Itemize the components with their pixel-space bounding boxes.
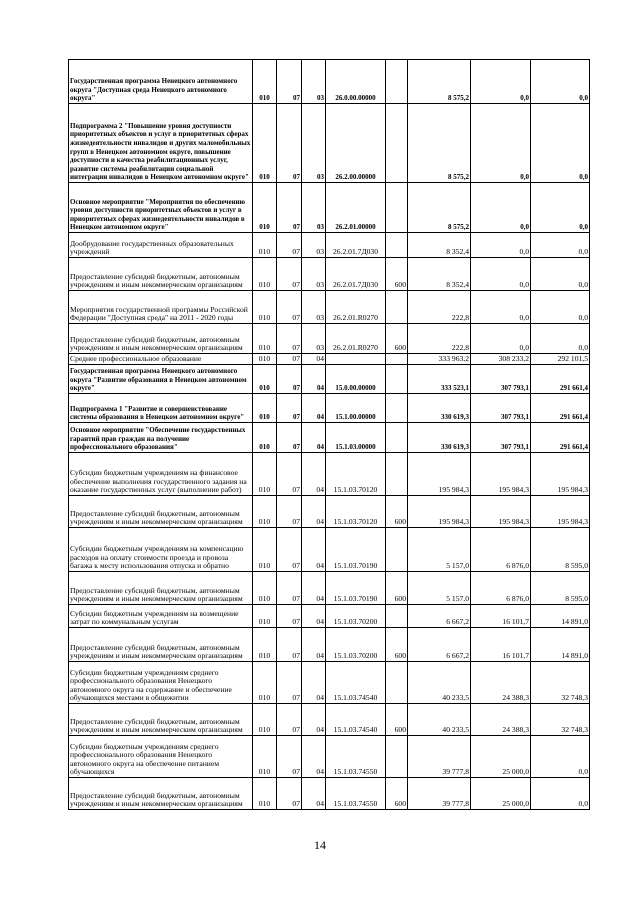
expense-type — [386, 365, 408, 394]
target-article: 15.1.03.70190 — [326, 528, 386, 572]
section-code: 07 — [277, 496, 302, 528]
table-row — [69, 324, 590, 354]
target-article: 15.1.03.70200 — [326, 628, 386, 662]
row-name: Государственная программа Ненецкого автономного округа "Развитие образования в Ненецком автономном округе" — [69, 365, 253, 394]
target-article: 26.2.01.R0270 — [326, 324, 386, 354]
expense-type: 600 — [386, 572, 408, 605]
amount-year-3: 14 891,0 — [531, 605, 590, 628]
page-number: 14 — [314, 838, 326, 852]
admin-code: 010 — [253, 605, 277, 628]
admin-code: 010 — [253, 324, 277, 354]
amount-year-3: 0,0 — [531, 183, 590, 233]
table-row — [69, 628, 590, 662]
expense-type — [386, 104, 408, 183]
admin-code: 010 — [253, 183, 277, 233]
admin-code: 010 — [253, 365, 277, 394]
amount-year-3: 8 595,0 — [531, 528, 590, 572]
amount-year-2: 25 000,0 — [471, 778, 531, 810]
subsection-code: 04 — [302, 662, 326, 704]
amount-year-2: 308 233,2 — [471, 354, 531, 365]
amount-year-2: 307 793,1 — [471, 394, 531, 423]
admin-code: 010 — [253, 572, 277, 605]
amount-year-2: 0,0 — [471, 183, 531, 233]
amount-year-3: 32 748,3 — [531, 704, 590, 736]
subsection-code: 04 — [302, 354, 326, 365]
target-article: 26.2.00.00000 — [326, 104, 386, 183]
table-row — [69, 453, 590, 496]
amount-year-2: 0,0 — [471, 258, 531, 291]
row-name: Основное мероприятие "Мероприятия по обеспечению уровня доступности приоритетных объектов и услуг в приоритетных сферах жизнедеятельности инвалидов в Ненецком автономном округе" — [69, 183, 253, 233]
table-row — [69, 736, 590, 778]
expense-type — [386, 354, 408, 365]
amount-year-3: 291 661,4 — [531, 365, 590, 394]
table-row — [69, 354, 590, 365]
subsection-code: 03 — [302, 324, 326, 354]
amount-year-3: 0,0 — [531, 258, 590, 291]
row-name: Мероприятия государственной программы Российской Федерации "Доступная среда" на 2011 - 2020 годы — [69, 291, 253, 324]
amount-year-3: 14 891,0 — [531, 628, 590, 662]
section-code: 07 — [277, 572, 302, 605]
expense-type — [386, 394, 408, 423]
subsection-code: 04 — [302, 496, 326, 528]
amount-year-1: 5 157,0 — [408, 572, 471, 605]
admin-code: 010 — [253, 778, 277, 810]
section-code: 07 — [277, 183, 302, 233]
row-name: Субсидии бюджетным учреждениям на компенсацию расходов на оплату стоимости проезда и провоза багажа к месту использования отпуска и обратно — [69, 528, 253, 572]
section-code: 07 — [277, 104, 302, 183]
expense-type — [386, 183, 408, 233]
target-article: 26.2.01.7Д030 — [326, 258, 386, 291]
section-code: 07 — [277, 778, 302, 810]
subsection-code: 04 — [302, 423, 326, 453]
admin-code: 010 — [253, 60, 277, 104]
admin-code: 010 — [253, 628, 277, 662]
table-row — [69, 605, 590, 628]
admin-code: 010 — [253, 104, 277, 183]
amount-year-3: 195 984,3 — [531, 496, 590, 528]
section-code: 07 — [277, 60, 302, 104]
target-article: 15.1.03.74540 — [326, 662, 386, 704]
expense-type — [386, 736, 408, 778]
amount-year-2: 0,0 — [471, 104, 531, 183]
section-code: 07 — [277, 394, 302, 423]
subsection-code: 04 — [302, 365, 326, 394]
admin-code: 010 — [253, 354, 277, 365]
amount-year-2: 195 984,3 — [471, 496, 531, 528]
admin-code: 010 — [253, 258, 277, 291]
amount-year-2: 0,0 — [471, 291, 531, 324]
target-article: 15.1.03.74550 — [326, 736, 386, 778]
section-code: 07 — [277, 628, 302, 662]
subsection-code: 03 — [302, 258, 326, 291]
amount-year-1: 330 619,3 — [408, 423, 471, 453]
amount-year-3: 0,0 — [531, 291, 590, 324]
amount-year-1: 8 352,4 — [408, 258, 471, 291]
subsection-code: 04 — [302, 528, 326, 572]
table-row — [69, 104, 590, 183]
subsection-code: 03 — [302, 291, 326, 324]
amount-year-3: 0,0 — [531, 104, 590, 183]
row-name: Субсидии бюджетным учреждениям на финансовое обеспечение выполнения государственного задания на оказание государственных услуг (выполнение работ) — [69, 453, 253, 496]
table-row — [69, 423, 590, 453]
table-row — [69, 572, 590, 605]
row-name: Субсидии бюджетным учреждениям на возмещение затрат по коммунальным услугам — [69, 605, 253, 628]
amount-year-3: 32 748,3 — [531, 662, 590, 704]
row-name: Дообрудование государственных образовательных учреждений — [69, 233, 253, 258]
section-code: 07 — [277, 528, 302, 572]
expense-type: 600 — [386, 778, 408, 810]
amount-year-1: 39 777,8 — [408, 736, 471, 778]
target-article: 26.0.00.00000 — [326, 60, 386, 104]
amount-year-1: 40 233,5 — [408, 662, 471, 704]
amount-year-3: 292 101,5 — [531, 354, 590, 365]
amount-year-3: 0,0 — [531, 778, 590, 810]
amount-year-1: 6 667,2 — [408, 605, 471, 628]
row-name: Основное мероприятие "Обеспечение государственных гарантий прав граждан на получение профессионального образования" — [69, 423, 253, 453]
amount-year-1: 195 984,3 — [408, 453, 471, 496]
table-row — [69, 662, 590, 704]
amount-year-1: 195 984,3 — [408, 496, 471, 528]
row-name: Подпрограмма 2 "Повышение уровня доступности приоритетных объектов и услуг в приоритетных сферах жизнедеятельности инвалидов и других маломобильных групп в Ненецком автономном округе, повышение доступности и качества реабилитационных услуг, развитие системы реабилитации социальной интеграции инвалидов в Ненецком автономном округе" — [69, 104, 253, 183]
table-row — [69, 496, 590, 528]
amount-year-3: 0,0 — [531, 233, 590, 258]
section-code: 07 — [277, 423, 302, 453]
admin-code: 010 — [253, 496, 277, 528]
table-row — [69, 183, 590, 233]
target-article: 15.1.03.70120 — [326, 453, 386, 496]
table-row — [69, 704, 590, 736]
expense-type: 600 — [386, 704, 408, 736]
expense-type — [386, 453, 408, 496]
amount-year-2: 0,0 — [471, 324, 531, 354]
amount-year-1: 5 157,0 — [408, 528, 471, 572]
row-name: Предоставление субсидий бюджетным, автономным учреждениям и иным некоммерческим организациям — [69, 628, 253, 662]
admin-code: 010 — [253, 704, 277, 736]
table-row — [69, 365, 590, 394]
amount-year-2: 25 000,0 — [471, 736, 531, 778]
row-name: Государственная программа Ненецкого автономного округа "Доступная среда Ненецкого автономного округа" — [69, 60, 253, 104]
row-name: Предоставление субсидий бюджетным, автономным учреждениям и иным некоммерческим организациям — [69, 258, 253, 291]
amount-year-1: 333 523,1 — [408, 365, 471, 394]
amount-year-1: 222,8 — [408, 324, 471, 354]
section-code: 07 — [277, 291, 302, 324]
amount-year-2: 16 101,7 — [471, 605, 531, 628]
amount-year-3: 0,0 — [531, 736, 590, 778]
section-code: 07 — [277, 704, 302, 736]
amount-year-1: 8 575,2 — [408, 183, 471, 233]
expense-type: 600 — [386, 258, 408, 291]
expense-type — [386, 423, 408, 453]
subsection-code: 04 — [302, 572, 326, 605]
amount-year-2: 16 101,7 — [471, 628, 531, 662]
row-name: Предоставление субсидий бюджетным, автономным учреждениям и иным некоммерческим организациям — [69, 778, 253, 810]
expense-type — [386, 60, 408, 104]
row-name: Среднее профессиональное образование — [69, 354, 253, 365]
section-code: 07 — [277, 258, 302, 291]
amount-year-1: 222,8 — [408, 291, 471, 324]
amount-year-2: 0,0 — [471, 60, 531, 104]
target-article: 15.0.00.00000 — [326, 365, 386, 394]
section-code: 07 — [277, 354, 302, 365]
row-name: Предоставление субсидий бюджетным, автономным учреждениям и иным некоммерческим организациям — [69, 572, 253, 605]
section-code: 07 — [277, 453, 302, 496]
admin-code: 010 — [253, 453, 277, 496]
expense-type — [386, 233, 408, 258]
amount-year-3: 8 595,0 — [531, 572, 590, 605]
row-name: Предоставление субсидий бюджетным, автономным учреждениям и иным некоммерческим организациям — [69, 704, 253, 736]
target-article: 26.2.01.7Д030 — [326, 233, 386, 258]
expense-type — [386, 605, 408, 628]
amount-year-3: 291 661,4 — [531, 394, 590, 423]
amount-year-1: 8 575,2 — [408, 104, 471, 183]
amount-year-1: 8 575,2 — [408, 60, 471, 104]
subsection-code: 04 — [302, 394, 326, 423]
expense-type: 600 — [386, 496, 408, 528]
table-row — [69, 258, 590, 291]
subsection-code: 04 — [302, 628, 326, 662]
amount-year-1: 330 619,3 — [408, 394, 471, 423]
expense-type — [386, 662, 408, 704]
table-row — [69, 528, 590, 572]
table-row — [69, 394, 590, 423]
subsection-code: 03 — [302, 183, 326, 233]
table-row — [69, 233, 590, 258]
amount-year-1: 39 777,8 — [408, 778, 471, 810]
subsection-code: 04 — [302, 605, 326, 628]
subsection-code: 03 — [302, 104, 326, 183]
amount-year-1: 8 352,4 — [408, 233, 471, 258]
subsection-code: 04 — [302, 736, 326, 778]
row-name: Предоставление субсидий бюджетным, автономным учреждениям и иным некоммерческим организациям — [69, 324, 253, 354]
target-article: 26.2.01.00000 — [326, 183, 386, 233]
row-name: Субсидии бюджетным учреждениям среднего профессионального образования Ненецкого автономного округа на обеспечение питанием обучающихся — [69, 736, 253, 778]
subsection-code: 04 — [302, 704, 326, 736]
target-article: 15.1.03.00000 — [326, 423, 386, 453]
budget-table — [68, 59, 590, 810]
section-code: 07 — [277, 233, 302, 258]
amount-year-2: 0,0 — [471, 233, 531, 258]
row-name: Субсидии бюджетным учреждениям среднего профессионального образования Ненецкого автономного округа на содержание и обеспечение обучающихся местами в общежитии — [69, 662, 253, 704]
table-row — [69, 291, 590, 324]
amount-year-2: 24 388,3 — [471, 704, 531, 736]
target-article: 26.2.01.R0270 — [326, 291, 386, 324]
table-row — [69, 60, 590, 104]
subsection-code: 03 — [302, 233, 326, 258]
admin-code: 010 — [253, 233, 277, 258]
section-code: 07 — [277, 324, 302, 354]
table-row — [69, 778, 590, 810]
amount-year-1: 6 667,2 — [408, 628, 471, 662]
amount-year-2: 307 793,1 — [471, 365, 531, 394]
amount-year-2: 6 876,0 — [471, 572, 531, 605]
subsection-code: 03 — [302, 60, 326, 104]
target-article: 15.1.03.74540 — [326, 704, 386, 736]
amount-year-1: 333 963,2 — [408, 354, 471, 365]
amount-year-3: 0,0 — [531, 60, 590, 104]
expense-type — [386, 528, 408, 572]
admin-code: 010 — [253, 394, 277, 423]
admin-code: 010 — [253, 291, 277, 324]
subsection-code: 04 — [302, 778, 326, 810]
amount-year-3: 195 984,3 — [531, 453, 590, 496]
target-article: 15.1.03.70200 — [326, 605, 386, 628]
amount-year-2: 307 793,1 — [471, 423, 531, 453]
amount-year-1: 40 233,5 — [408, 704, 471, 736]
admin-code: 010 — [253, 736, 277, 778]
section-code: 07 — [277, 662, 302, 704]
amount-year-2: 24 388,3 — [471, 662, 531, 704]
row-name: Подпрограмма 1 "Развитие и совершенствование системы образования в Ненецком автономном округе" — [69, 394, 253, 423]
subsection-code: 04 — [302, 453, 326, 496]
expense-type — [386, 291, 408, 324]
target-article: 15.1.00.00000 — [326, 394, 386, 423]
expense-type: 600 — [386, 324, 408, 354]
amount-year-3: 291 661,4 — [531, 423, 590, 453]
admin-code: 010 — [253, 423, 277, 453]
expense-type: 600 — [386, 628, 408, 662]
target-article: 15.1.03.70190 — [326, 572, 386, 605]
amount-year-3: 0,0 — [531, 324, 590, 354]
target-article: 15.1.03.70120 — [326, 496, 386, 528]
target-article: 15.1.03.74550 — [326, 778, 386, 810]
admin-code: 010 — [253, 662, 277, 704]
section-code: 07 — [277, 736, 302, 778]
section-code: 07 — [277, 605, 302, 628]
section-code: 07 — [277, 365, 302, 394]
target-article — [326, 354, 386, 365]
row-name: Предоставление субсидий бюджетным, автономным учреждениям и иным некоммерческим организациям — [69, 496, 253, 528]
amount-year-2: 195 984,3 — [471, 453, 531, 496]
amount-year-2: 6 876,0 — [471, 528, 531, 572]
admin-code: 010 — [253, 528, 277, 572]
